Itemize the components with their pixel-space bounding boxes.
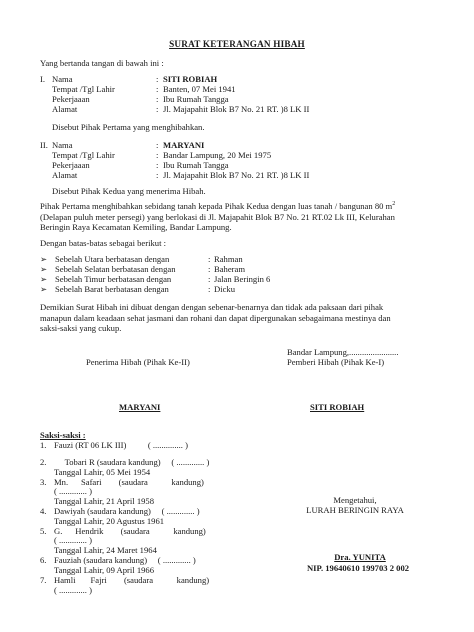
witness-text: Fauzi (RT 06 LK III) ( .............. ): [54, 440, 188, 450]
party2-name-value: MARYANI: [163, 140, 205, 150]
party1-value: Ibu Rumah Tangga: [163, 94, 229, 104]
border-value: Baheram: [214, 264, 246, 274]
witness-number: 6.: [40, 555, 47, 565]
witness-title: Saksi-saksi :: [40, 430, 86, 440]
colon: :: [208, 264, 211, 274]
paragraph1-line3: Beringin Raya Kecamatan Kemiling, Bandar Lampung.: [40, 222, 232, 232]
party1-number: I.: [40, 74, 46, 84]
witness-text: G. Hendrik (saudara kandung): [54, 526, 206, 536]
witness-sign-placeholder: ( ............. ): [54, 535, 92, 545]
party1-value: Banten, 07 Mei 1941: [163, 84, 236, 94]
lurah-name: Dra. YUNITA: [334, 552, 386, 562]
witness-sign-placeholder: ( ............. ): [54, 585, 92, 595]
colon: :: [208, 274, 211, 284]
colon: :: [156, 150, 159, 160]
receiver-label: Penerima Hibah (Pihak Ke-II): [86, 357, 190, 367]
colon: :: [156, 170, 159, 180]
receiver-name: MARYANI: [119, 402, 161, 412]
paragraph1-line1: [40, 201, 395, 211]
colon: :: [156, 94, 159, 104]
party1-label: Alamat: [52, 104, 78, 114]
party2-value: Bandar Lampung, 20 Mei 1975: [163, 150, 272, 160]
intro-text: Yang bertanda tangan di bawah ini :: [40, 58, 164, 68]
border-side: Sebelah Utara berbatasan dengan: [55, 254, 170, 264]
witness-birthdate: Tanggal Lahir, 09 April 1966: [54, 565, 155, 575]
party2-label: Alamat: [52, 170, 78, 180]
witness-birthdate: Tanggal Lahir, 05 Mei 1954: [54, 467, 151, 477]
witness-text: Tobari R (saudara kandung) ( ............. ): [54, 457, 210, 467]
borders-intro: Dengan batas-batas sebagai berikut :: [40, 238, 166, 248]
witness-text: Dawiyah (saudara kandung) ( ............. ): [54, 506, 200, 516]
party2-note: Disebut Pihak Kedua yang menerima Hibah.: [52, 186, 206, 196]
paragraph2-line2: manapun dalam keadaan sehat jasmani dan rohani dan dapat dipergunakan sebagaimana mestinya dan: [40, 313, 391, 323]
witness-number: 1.: [40, 440, 47, 450]
giver-label: Pemberi Hibah (Pihak Ke-I): [287, 357, 385, 367]
party1-label: Tempat /Tgl Lahir: [52, 84, 115, 94]
colon: :: [208, 254, 211, 264]
border-side: Sebelah Selatan berbatasan dengan: [55, 264, 176, 274]
arrow-bullet-icon: ➢: [40, 254, 48, 264]
witness-number: 2.: [40, 457, 47, 467]
party1-label: Nama: [52, 74, 73, 84]
document-title: SURAT KETERANGAN HIBAH: [169, 39, 305, 49]
witness-number: 3.: [40, 477, 47, 487]
colon: :: [156, 104, 159, 114]
witness-number: 5.: [40, 526, 47, 536]
party1-name-value: SITI ROBIAH: [163, 74, 218, 84]
colon: :: [208, 284, 211, 294]
superscript: 2: [392, 201, 396, 208]
witness-birthdate: Tanggal Lahir, 24 Maret 1964: [54, 545, 157, 555]
paragraph2-line3: saksi-saksi yang cukup.: [40, 323, 122, 333]
witness-sign-placeholder: ( ............. ): [54, 486, 92, 496]
place-date: Bandar Lampung,.......................: [287, 347, 399, 357]
colon: :: [156, 74, 159, 84]
party1-label: Pekerjaaan: [52, 94, 90, 104]
paragraph1-text: Pihak Pertama menghibahkan sebidang tanah kepada Pihak Kedua dengan luas tanah / bangunan 80 m: [40, 201, 393, 211]
colon: :: [156, 140, 159, 150]
border-side: Sebelah Timur berbatasan dengan: [55, 274, 172, 284]
party2-value: Ibu Rumah Tangga: [163, 160, 229, 170]
colon: :: [156, 160, 159, 170]
border-value: Jalan Beringin 6: [214, 274, 271, 284]
witness-number: 7.: [40, 575, 47, 585]
colon: :: [156, 84, 159, 94]
paragraph2-line1: Demikian Surat Hibah ini dibuat dengan dengan sebenar-benarnya dan tidak ada paksaan dari pihak: [40, 302, 384, 312]
acknowledge-label: Mengetahui,: [333, 495, 377, 505]
arrow-bullet-icon: ➢: [40, 264, 48, 274]
arrow-bullet-icon: ➢: [40, 284, 48, 294]
giver-name: SITI ROBIAH: [310, 402, 365, 412]
witness-birthdate: Tanggal Lahir, 20 Agustus 1961: [54, 516, 165, 526]
border-side: Sebelah Barat berbatasan dengan: [55, 284, 169, 294]
party2-value: Jl. Majapahit Blok B7 No. 21 RT. )8 LK II: [163, 170, 310, 180]
lurah-nip: NIP. 19640610 199703 2 002: [306, 563, 410, 573]
acknowledge-office: LURAH BERINGIN RAYA: [306, 505, 404, 515]
witness-number: 4.: [40, 506, 47, 516]
border-value: Rahman: [214, 254, 243, 264]
party2-number: II.: [40, 140, 48, 150]
witness-text: Mn. Safari (saudara kandung): [54, 477, 204, 487]
party1-value: Jl. Majapahit Blok B7 No. 21 RT. )8 LK II: [163, 104, 310, 114]
witness-text: Hamli Fajri (saudara kandung): [54, 575, 210, 585]
party2-label: Pekerjaaan: [52, 160, 90, 170]
party2-label: Tempat /Tgl Lahir: [52, 150, 115, 160]
party2-label: Nama: [52, 140, 73, 150]
witness-birthdate: Tanggal Lahir, 21 April 1958: [54, 496, 155, 506]
witness-text: Fauziah (saudara kandung) ( ............. ): [54, 555, 196, 565]
party1-note: Disebut Pihak Pertama yang menghibahkan.: [52, 122, 205, 132]
paragraph1-line2: (Delapan puluh meter persegi) yang berlokasi di Jl. Majapahit Blok B7 No. 21 RT.02 Lk III, Kelurahan: [40, 212, 395, 222]
border-value: Dicku: [214, 284, 236, 294]
arrow-bullet-icon: ➢: [40, 274, 48, 284]
